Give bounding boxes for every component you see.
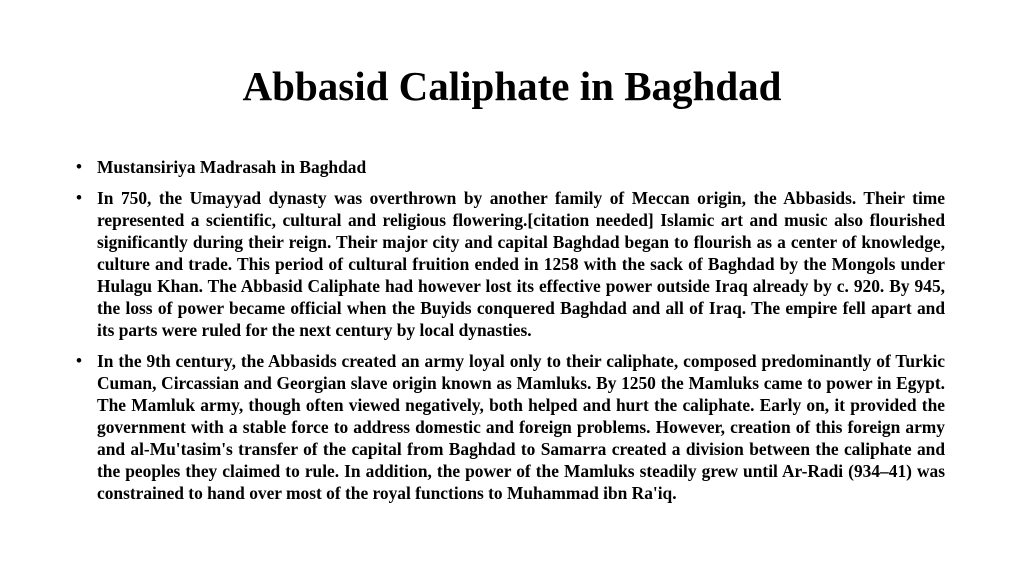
- bullet-text: Mustansiriya Madrasah in Baghdad: [97, 157, 367, 177]
- bullet-item: [76, 156, 945, 178]
- bullet-dot-icon: •: [76, 351, 82, 370]
- bullet-text: In the 9th century, the Abbasids created an army loyal only to their caliphate, composed predominantly of Turkic Cuman, Circassian and Georgian slave origin known as Mamluks. By 1250 the Mamluks came to power in Egypt. The Mamluk army, though often viewed negatively, both helped and hurt the caliphate. Early on, it provided the government with a stable force to address domestic and foreign problems. However, creation of this foreign army and al-Mu'tasim's transfer of the capital from Baghdad to Samarra created a division between the caliphate and the peoples they claimed to rule. In addition, the power of the Mamluks steadily grew until Ar-Radi (934–41) was constrained to hand over most of the royal functions to Muhammad ibn Ra'iq.: [97, 351, 945, 503]
- slide-title: Abbasid Caliphate in Baghdad: [242, 63, 782, 109]
- bullet-text: In 750, the Umayyad dynasty was overthrown by another family of Meccan origin, the Abbasids. Their time represented a scientific, cultural and religious flowering.[citation needed] Islamic art and music also flourished significantly during their reign. Their major city and capital Baghdad began to flourish as a center of knowledge, culture and trade. This period of cultural fruition ended in 1258 with the sack of Baghdad by the Mongols under Hulagu Khan. The Abbasid Caliphate had however lost its effective power outside Iraq already by c. 920. By 945, the loss of power became official when the Buyids conquered Baghdad and all of Iraq. The empire fell apart and its parts were ruled for the next century by local dynasties.: [97, 188, 945, 340]
- bullet-item: [76, 350, 945, 504]
- bullet-item: [76, 187, 945, 341]
- bullet-list: [76, 156, 945, 513]
- bullet-dot-icon: •: [76, 188, 82, 207]
- bullet-dot-icon: •: [76, 157, 82, 176]
